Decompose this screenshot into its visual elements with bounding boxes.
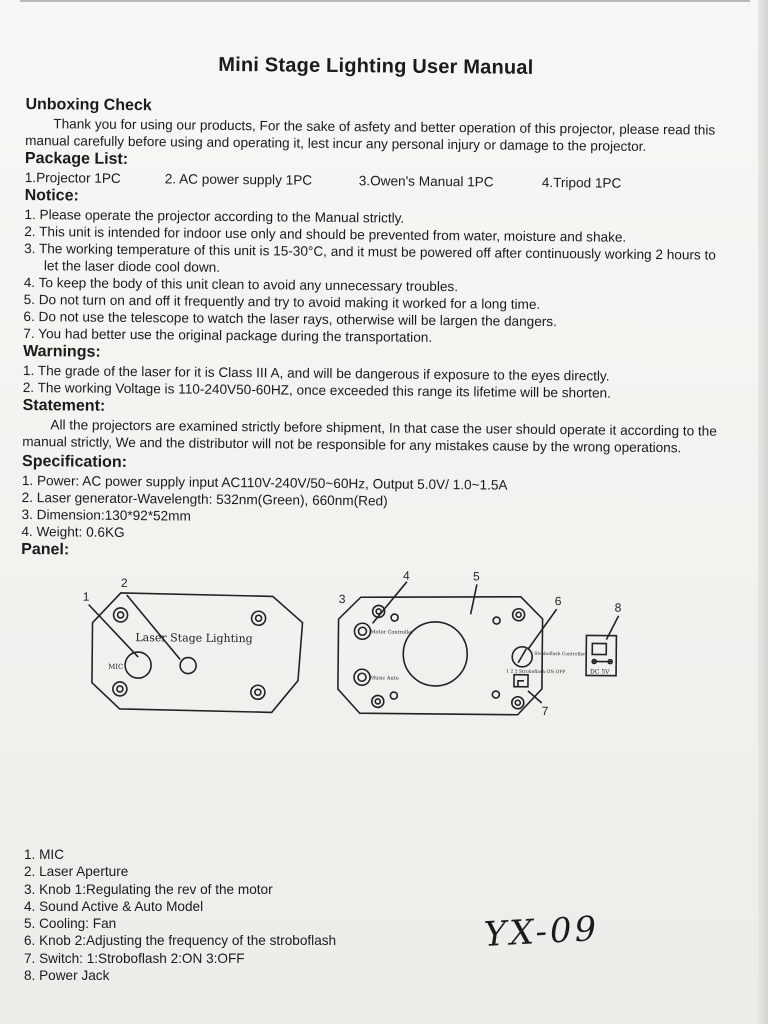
- notice-item: 6. Do not use the telescope to watch the laser rays, otherwise will be largen the dangers.: [23, 308, 557, 330]
- music-auto-label: Music Auto: [369, 675, 399, 682]
- spec-item: 3. Dimension:130*92*52mm: [21, 506, 191, 524]
- callout-2: 2: [120, 575, 128, 590]
- knob-icon: [354, 623, 370, 639]
- rear-panel-diagram: [338, 581, 619, 719]
- package-item: 4.Tripod 1PC: [541, 174, 622, 191]
- notice-item: 5. Do not turn on and off it frequently and try to avoid making it worked for a long time.: [23, 291, 541, 312]
- panel-diagrams: [19, 564, 721, 741]
- panel-heading: Panel:: [21, 540, 70, 559]
- statement-text: All the projectors are examined strictly before shipment, In that case the user should operate it according to the manual strictly, We and the distributor will not be responsible for any mistakes cause by the wrong operations.: [22, 417, 717, 456]
- callout-leader: [471, 584, 477, 614]
- power-jack-icon: [592, 643, 606, 654]
- callout-6: 6: [554, 594, 562, 609]
- page-top-edge: [20, 0, 750, 2]
- screw-icon: [252, 611, 266, 625]
- unboxing-heading: Unboxing Check: [25, 95, 152, 115]
- package-item: 2. AC power supply 1PC: [164, 171, 313, 188]
- legend-item: 7. Switch: 1:Stroboflash 2:ON 3:OFF: [24, 950, 245, 966]
- callout-4: 4: [402, 568, 410, 583]
- statement-heading: Statement:: [22, 396, 106, 415]
- motor-controller-label: Motor Controller: [370, 629, 414, 636]
- legend-item: 5. Cooling: Fan: [24, 916, 117, 932]
- manual-title: Mini Stage Lighting User Manual: [218, 53, 534, 79]
- notice-item: 4. To keep the body of this unit clean to avoid any unnecessary troubles.: [23, 274, 459, 295]
- front-panel-diagram: [88, 593, 303, 713]
- screw-icon: [372, 695, 384, 707]
- callout-1: 1: [82, 589, 90, 604]
- package-item: 1.Projector 1PC: [24, 169, 121, 186]
- package-heading: Package List:: [24, 149, 129, 168]
- legend-item: 2. Laser Aperture: [24, 864, 129, 880]
- stroboflash-controller-label: Stroboflash Controller: [534, 651, 586, 658]
- screw-icon: [113, 682, 127, 696]
- callout-3: 3: [338, 592, 346, 607]
- legend-item: 8. Power Jack: [24, 968, 110, 984]
- callout-5: 5: [472, 569, 480, 584]
- warning-item: 2. The working Voltage is 110-240V50-60HZ, once exceeded this range its lifetime will be shorten.: [22, 379, 611, 401]
- laser-aperture-icon: [180, 658, 196, 674]
- warnings-list: [23, 362, 723, 403]
- callout-8: 8: [614, 600, 622, 615]
- warnings-heading: Warnings:: [23, 342, 101, 361]
- handwritten-model-number: YX-09: [483, 909, 601, 955]
- legend-item: 1. MIC: [24, 847, 65, 862]
- spec-item: 1. Power: AC power supply input AC110V-240V/50~60Hz, Output 5.0V/ 1.0~1.5A: [21, 472, 508, 493]
- warning-item: 1. The grade of the laser for it is Class III A, and will be dangerous if exposure to the eyes directly.: [22, 362, 610, 384]
- specification-heading: Specification:: [21, 452, 128, 471]
- notice-list: [23, 206, 724, 349]
- dc-label: DC 5V: [590, 668, 610, 676]
- unboxing-text: Thank you for using our products, For the sake of asfety and better operation of this projector, please read this manual carefully before using and operating it, lest incur any personal injury or damage to the projector.: [25, 116, 716, 154]
- legend-item: 6. Knob 2:Adjusting the frequency of the stroboflash: [24, 933, 337, 949]
- spec-item: 2. Laser generator-Wavelength: 532nm(Green), 660nm(Red): [21, 489, 388, 509]
- legend-item: 3. Knob 1:Regulating the rev of the motor: [24, 881, 273, 897]
- mic-label: MIC: [108, 662, 124, 671]
- specification-list: [21, 472, 722, 547]
- notice-item: 7. You had better use the original package during the transportation.: [23, 325, 433, 345]
- notice-item: 1. Please operate the projector according to the Manual strictly.: [24, 206, 405, 226]
- callout-leader: [126, 595, 181, 660]
- notice-item: 3. The working temperature of this unit is 15-30°C, and it must be powered off after continuously working 2 hours to let the laser diode cool down.: [24, 240, 716, 275]
- screw-icon: [251, 685, 265, 699]
- notice-item: 2. This unit is intended for indoor use only and should be prevented from water, moisture and shake.: [24, 223, 627, 245]
- callout-7: 7: [541, 703, 549, 719]
- screw-icon: [513, 609, 525, 621]
- sound-auto-button-icon: [354, 669, 370, 685]
- package-item: 3.Owen's Manual 1PC: [358, 173, 494, 190]
- notice-heading: Notice:: [24, 186, 79, 205]
- legend-item: 4. Sound Active & Auto Model: [24, 898, 204, 914]
- screw-icon: [512, 697, 524, 709]
- panel-legend: [24, 846, 336, 984]
- callout-leader: [373, 581, 407, 623]
- spec-item: 4. Weight: 0.6KG: [21, 523, 125, 540]
- screw-icon: [114, 608, 128, 622]
- page-right-edge: [758, 0, 768, 1024]
- manual-content: [19, 52, 726, 741]
- panel-diagram-svg: [19, 564, 721, 741]
- front-panel-label: Laser Stage Lighting: [135, 631, 253, 646]
- switch-label: 1 2 3 Stroboflash ON OFF: [506, 669, 566, 676]
